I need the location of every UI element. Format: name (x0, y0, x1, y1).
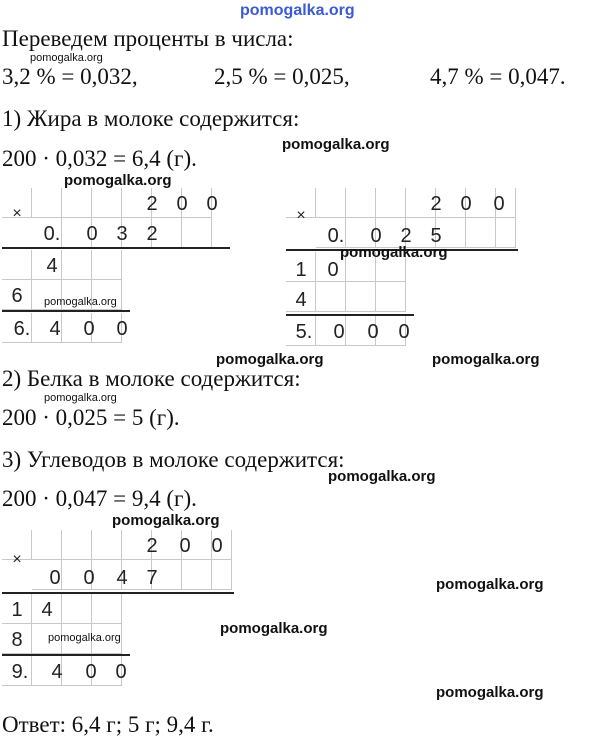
digit: 6. (13, 318, 31, 340)
multiply-sign: × (12, 551, 22, 568)
conversion-1: 3,2 % = 0,032, (2, 64, 138, 89)
step1-equation: 200 · 0,032 = 6,4 (г). (2, 146, 197, 171)
digit: 6 (11, 285, 23, 307)
digit: 0 (398, 321, 410, 343)
digit: 0 (367, 321, 379, 343)
watermark: pomogalka.org (436, 576, 544, 593)
digit: 7 (146, 567, 158, 589)
watermark: pomogalka.org (282, 136, 390, 153)
digit: 0 (49, 567, 61, 589)
digit: 4 (295, 289, 307, 311)
digit: 1 (11, 599, 23, 621)
digit: 0 (83, 318, 95, 340)
watermark-small: pomogalka.org (44, 392, 117, 404)
watermark-top: pomogalka.org (240, 2, 355, 19)
watermark: pomogalka.org (64, 172, 172, 189)
digit: 9. (11, 661, 29, 683)
digit: 0 (493, 193, 505, 215)
multiply-sign: × (12, 205, 22, 222)
step3-label: 3) Углеводов в молоке содержится: (2, 447, 345, 472)
digit: 0. (327, 225, 345, 247)
conversion-2: 2,5 % = 0,025, (214, 64, 350, 89)
digit: 0. (43, 223, 61, 245)
watermark: pomogalka.org (328, 468, 436, 485)
digit: 0 (116, 318, 128, 340)
step2-equation: 200 · 0,025 = 5 (г). (2, 405, 180, 430)
digit: 2 (146, 535, 158, 557)
digit: 0 (115, 661, 127, 683)
step2-label: 2) Белка в молоке содержится: (2, 366, 301, 391)
digit: 2 (400, 225, 412, 247)
digit: 2 (146, 193, 158, 215)
digit: 4 (41, 599, 53, 621)
digit: 2 (146, 223, 158, 245)
watermark-small: pomogalka.org (48, 632, 121, 644)
digit: 0 (460, 193, 472, 215)
digit: 0 (86, 223, 98, 245)
watermark: pomogalka.org (220, 620, 328, 637)
digit: 0 (333, 321, 345, 343)
watermark: pomogalka.org (112, 512, 220, 529)
calc3-grid (2, 530, 234, 690)
digit: 0 (370, 225, 382, 247)
watermark-small: pomogalka.org (44, 296, 117, 308)
digit: 5 (430, 225, 442, 247)
answer-text: Ответ: 6,4 г; 5 г; 9,4 г. (2, 712, 214, 737)
digit: 0 (176, 193, 188, 215)
digit: 1 (295, 259, 307, 281)
step1-label: 1) Жира в молоке содержится: (2, 106, 300, 131)
watermark: pomogalka.org (216, 351, 324, 368)
digit: 0 (327, 259, 339, 281)
digit: 0 (83, 567, 95, 589)
watermark-small: pomogalka.org (30, 52, 103, 64)
watermark: pomogalka.org (436, 684, 544, 701)
digit: 4 (116, 567, 128, 589)
watermark: pomogalka.org (432, 351, 540, 368)
calc2-grid (286, 188, 518, 348)
digit: 4 (49, 318, 61, 340)
multiply-sign: × (296, 207, 306, 224)
watermark: pomogalka.org (340, 244, 448, 261)
digit: 0 (206, 193, 218, 215)
digit: 5. (295, 321, 313, 343)
calc1-grid (2, 188, 230, 348)
digit: 4 (51, 661, 63, 683)
conversion-3: 4,7 % = 0,047. (430, 64, 566, 89)
digit: 2 (430, 193, 442, 215)
digit: 0 (179, 535, 191, 557)
step3-equation: 200 · 0,047 = 9,4 (г). (2, 486, 197, 511)
digit: 4 (46, 255, 58, 277)
digit: 0 (85, 661, 97, 683)
digit: 3 (116, 223, 128, 245)
heading: Переведем проценты в числа: (2, 26, 294, 51)
digit: 8 (11, 629, 23, 651)
digit: 0 (211, 535, 223, 557)
